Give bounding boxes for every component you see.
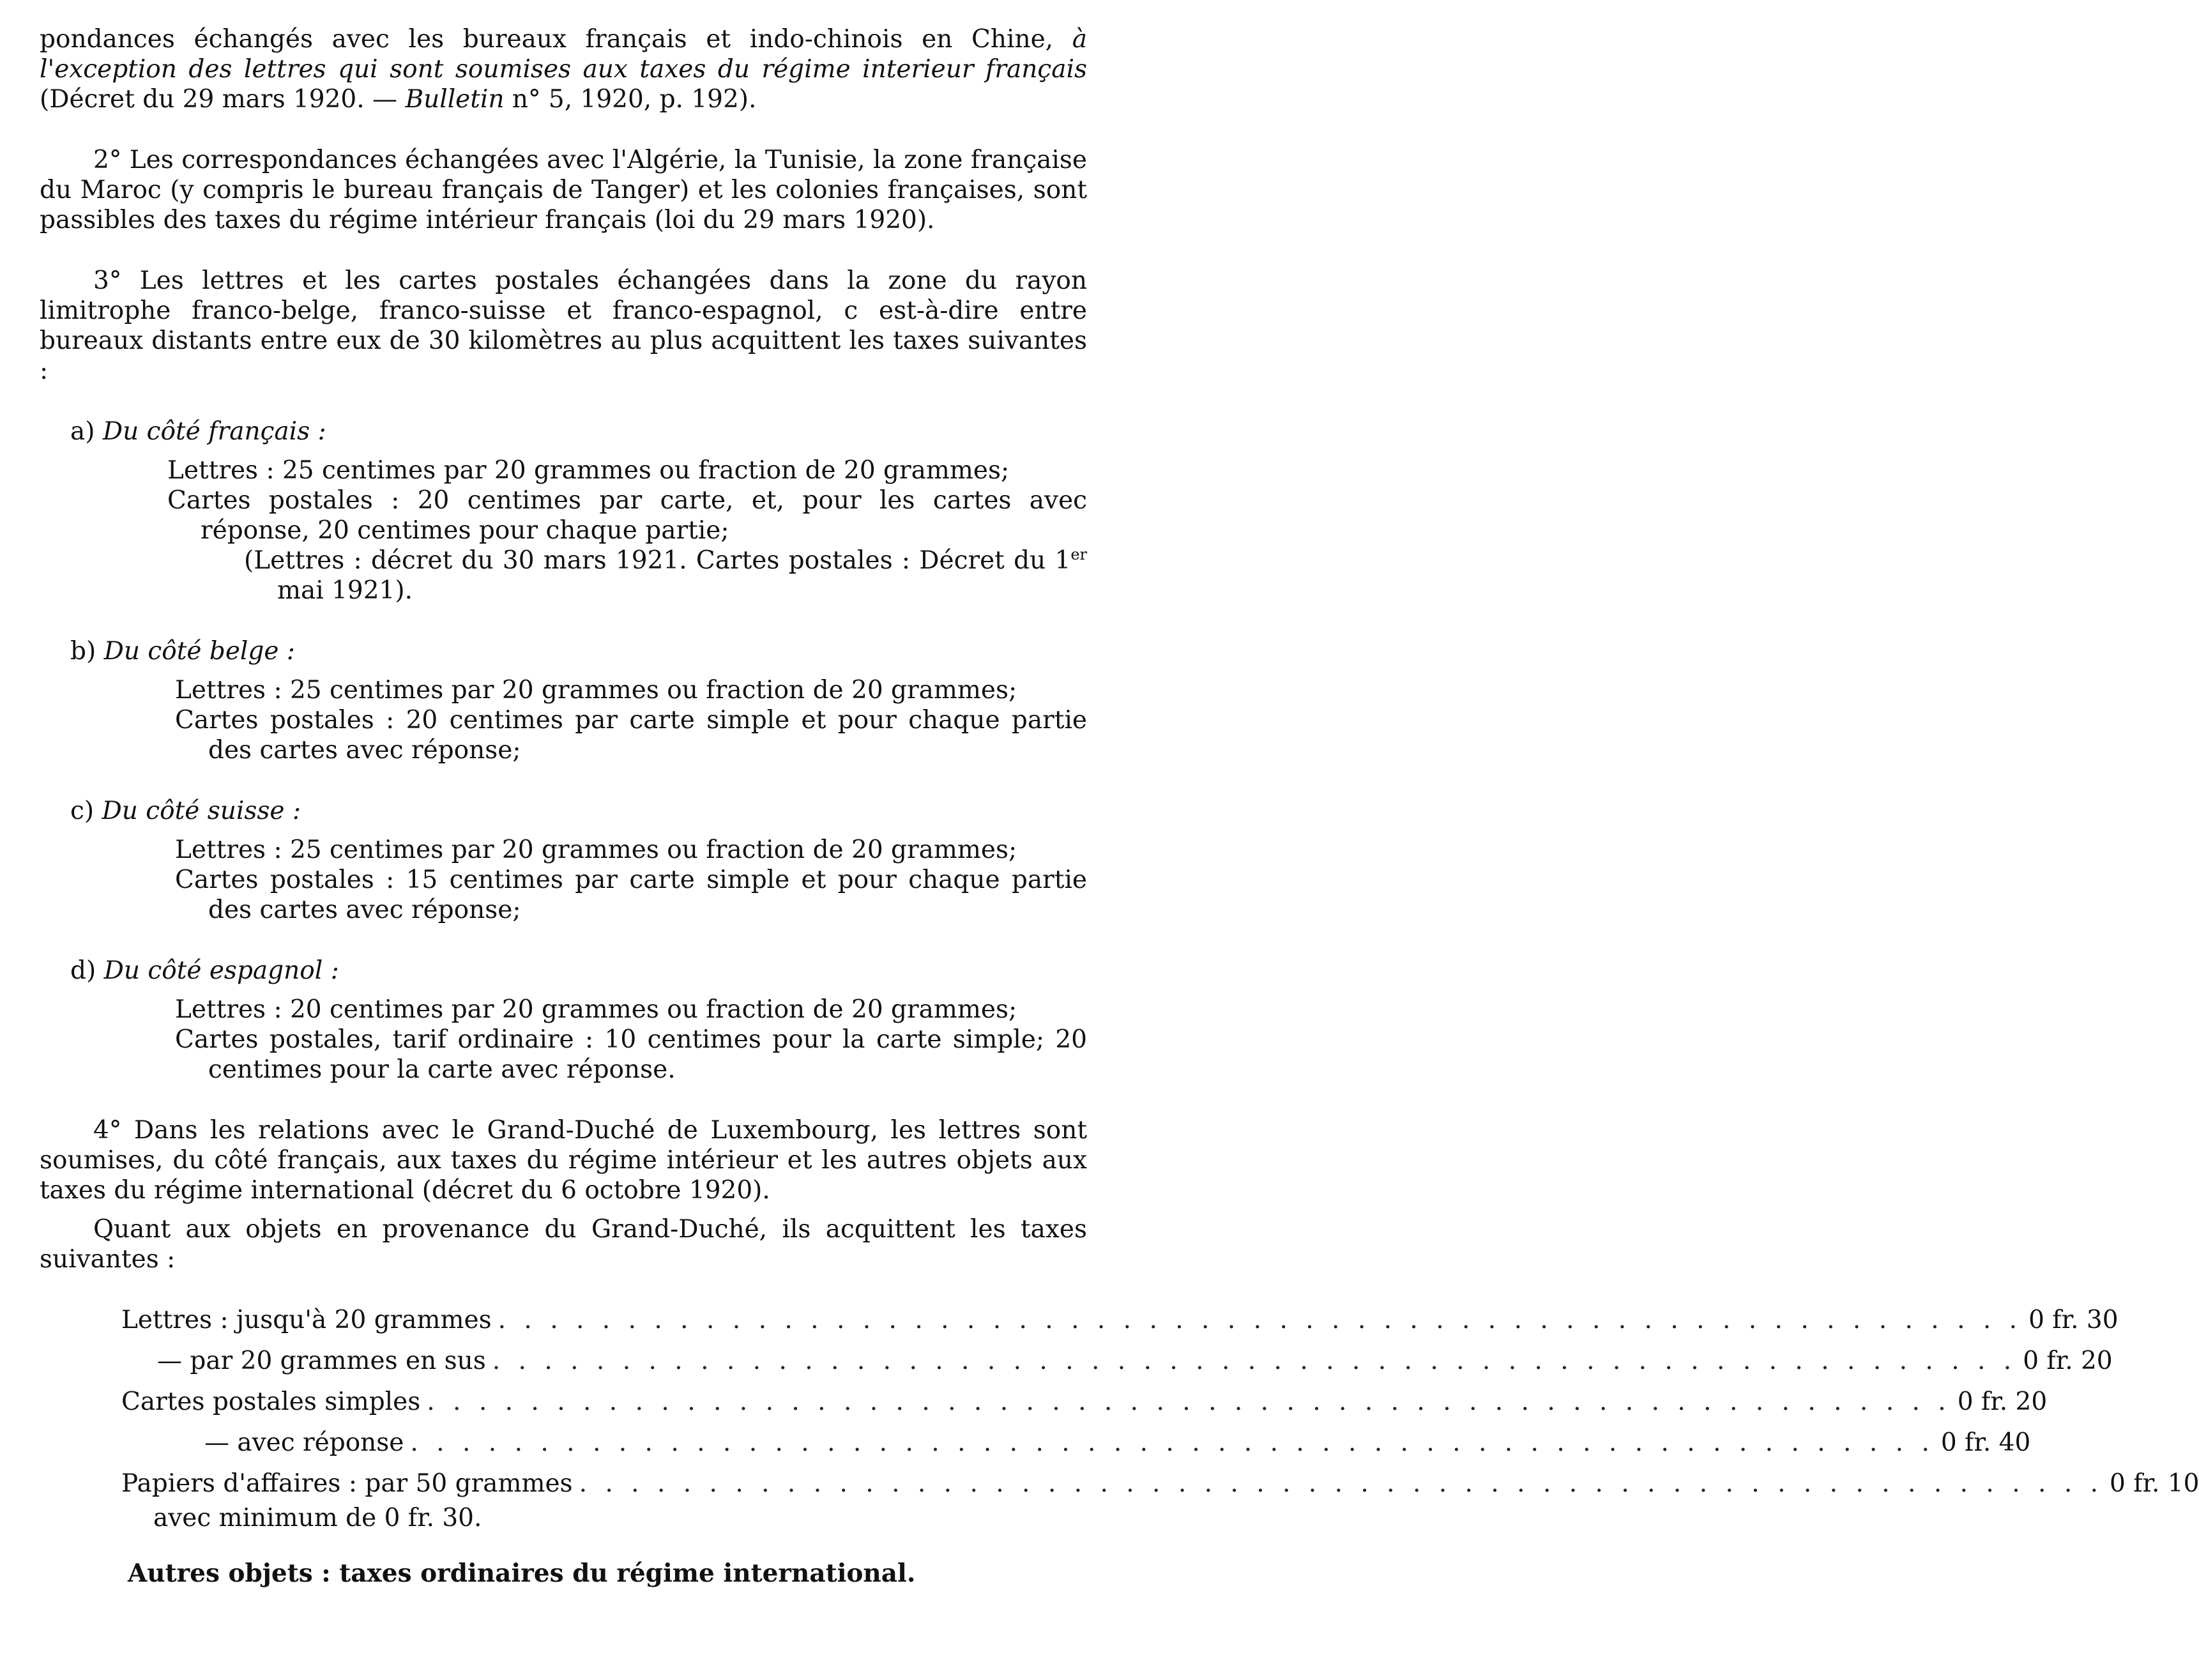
decree-reference: (Décret du 29 mars 1920. — [40, 85, 406, 114]
dot-leader: . . . . . . . . . . . . . . . . . . . . . . . . . . . . . . . . . . . . . . . . . . . . . . . . . . . . . . . . . . . [427, 1387, 1951, 1416]
section-title: Du côté espagnol : [103, 956, 339, 985]
superscript: er [1070, 546, 1087, 563]
section-marker: d) [70, 956, 96, 985]
dot-leader: . . . . . . . . . . . . . . . . . . . . . . . . . . . . . . . . . . . . . . . . . . . . . . . . . . . . . . . . . . . [492, 1347, 2017, 1375]
document-page [40, 24, 2199, 1589]
paragraph-2: 2° Les correspondances échangées avec l'Algérie, la Tunisie, la zone française du Maroc (y compris le bureau français de Tanger) et les colonies françaises, sont passibles des taxes du régime intérieur français (loi du 29 mars 1920). [40, 146, 1087, 234]
rate-value: 0 fr. 30 [2028, 1306, 2119, 1334]
exception-clause: à l'exception des lettres qui sont soumises aux taxes du régime interieur français [40, 25, 1087, 84]
section-a-letters: Lettres : 25 centimes par 20 grammes ou fraction de 20 grammes; [167, 456, 1010, 485]
final-note: Autres objets : taxes ordinaires du régime international. [128, 1559, 916, 1588]
reference-text: (Lettres : décret du 30 mars 1921. Cartes postales : Décret du 1 [244, 546, 1071, 575]
text-run: pondances échangés avec les bureaux français et indo-chinois en Chine, [40, 25, 1072, 54]
section-d-cards: Cartes postales, tarif ordinaire : 10 centimes pour la carte simple; 20 centimes pour la carte avec réponse. [175, 1025, 1087, 1084]
dot-leader: . . . . . . . . . . . . . . . . . . . . . . . . . . . . . . . . . . . . . . . . . . . . . . . . . . . . . . . . . . . [410, 1428, 1935, 1457]
rate-label: Cartes postales simples [121, 1387, 421, 1416]
section-title: Du côté suisse : [102, 797, 301, 825]
section-d-letters: Lettres : 20 centimes par 20 grammes ou fraction de 20 grammes; [175, 995, 1017, 1024]
paragraph-3: 3° Les lettres et les cartes postales échangées dans la zone du rayon limitrophe franco-belge, franco-suisse et franco-espagnol, c est-à-dire entre bureaux distants entre eux de 30 kilomètres au plus acquittent les taxes suivantes : [40, 266, 1087, 385]
section-b-letters: Lettres : 25 centimes par 20 grammes ou fraction de 20 grammes; [175, 676, 1017, 705]
rate-value: 0 fr. 10 [2110, 1469, 2199, 1498]
rate-label: Papiers d'affaires : par 50 grammes [121, 1469, 573, 1498]
rate-row [121, 1428, 2031, 1469]
rate-label: — avec réponse [204, 1428, 404, 1457]
rate-value: 0 fr. 20 [1957, 1387, 2048, 1416]
rate-label: Lettres : jusqu'à 20 grammes [121, 1306, 492, 1334]
rate-value: 0 fr. 40 [1940, 1428, 2031, 1457]
dot-leader: . . . . . . . . . . . . . . . . . . . . . . . . . . . . . . . . . . . . . . . . . . . . . . . . . . . . . . . . . . . [498, 1306, 2023, 1334]
rate-continuation: avec minimum de 0 fr. 30. [153, 1504, 482, 1532]
rate-table [121, 1305, 2199, 1589]
paragraph-5: Quant aux objets en provenance du Grand-Duché, ils acquittent les taxes suivantes : [40, 1215, 1087, 1274]
section-a-cards: Cartes postales : 20 centimes par carte, et, pour les cartes avec réponse, 20 centimes pour chaque partie; [167, 486, 1087, 545]
section-marker: c) [70, 797, 95, 825]
section-marker: a) [70, 417, 95, 446]
section-b-heading [70, 636, 1087, 666]
rate-row [121, 1305, 2119, 1346]
paragraph-4: 4° Dans les relations avec le Grand-Duché de Luxembourg, les lettres sont soumises, du côté français, aux taxes du régime intérieur et les autres objets aux taxes du régime international (décret du 6 octobre 1920). [40, 1116, 1087, 1205]
section-a-reference [244, 546, 1087, 606]
bulletin-reference: n° 5, 1920, p. 192). [504, 85, 757, 114]
bulletin-title: Bulletin [405, 85, 505, 114]
section-a-heading [70, 416, 1087, 447]
section-b-cards: Cartes postales : 20 centimes par carte simple et pour chaque partie des cartes avec réponse; [175, 706, 1087, 765]
rate-row [121, 1387, 2048, 1428]
rate-value: 0 fr. 20 [2023, 1347, 2113, 1375]
section-c-heading [70, 796, 1087, 826]
continued-paragraph [40, 24, 1087, 114]
section-d-heading [70, 956, 1087, 986]
dot-leader: . . . . . . . . . . . . . . . . . . . . . . . . . . . . . . . . . . . . . . . . . . . . . . . . . . . . . . . . . . . [579, 1469, 2104, 1498]
section-c-letters: Lettres : 25 centimes par 20 grammes ou fraction de 20 grammes; [175, 836, 1017, 864]
rate-row [121, 1346, 2113, 1387]
section-title: Du côté belge : [103, 637, 295, 666]
section-marker: b) [70, 637, 96, 666]
section-c-cards: Cartes postales : 15 centimes par carte simple et pour chaque partie des cartes avec réponse; [175, 866, 1087, 924]
reference-text: mai 1921). [277, 576, 413, 605]
section-title: Du côté français : [102, 417, 326, 446]
rate-label: — par 20 grammes en sus [157, 1347, 486, 1375]
